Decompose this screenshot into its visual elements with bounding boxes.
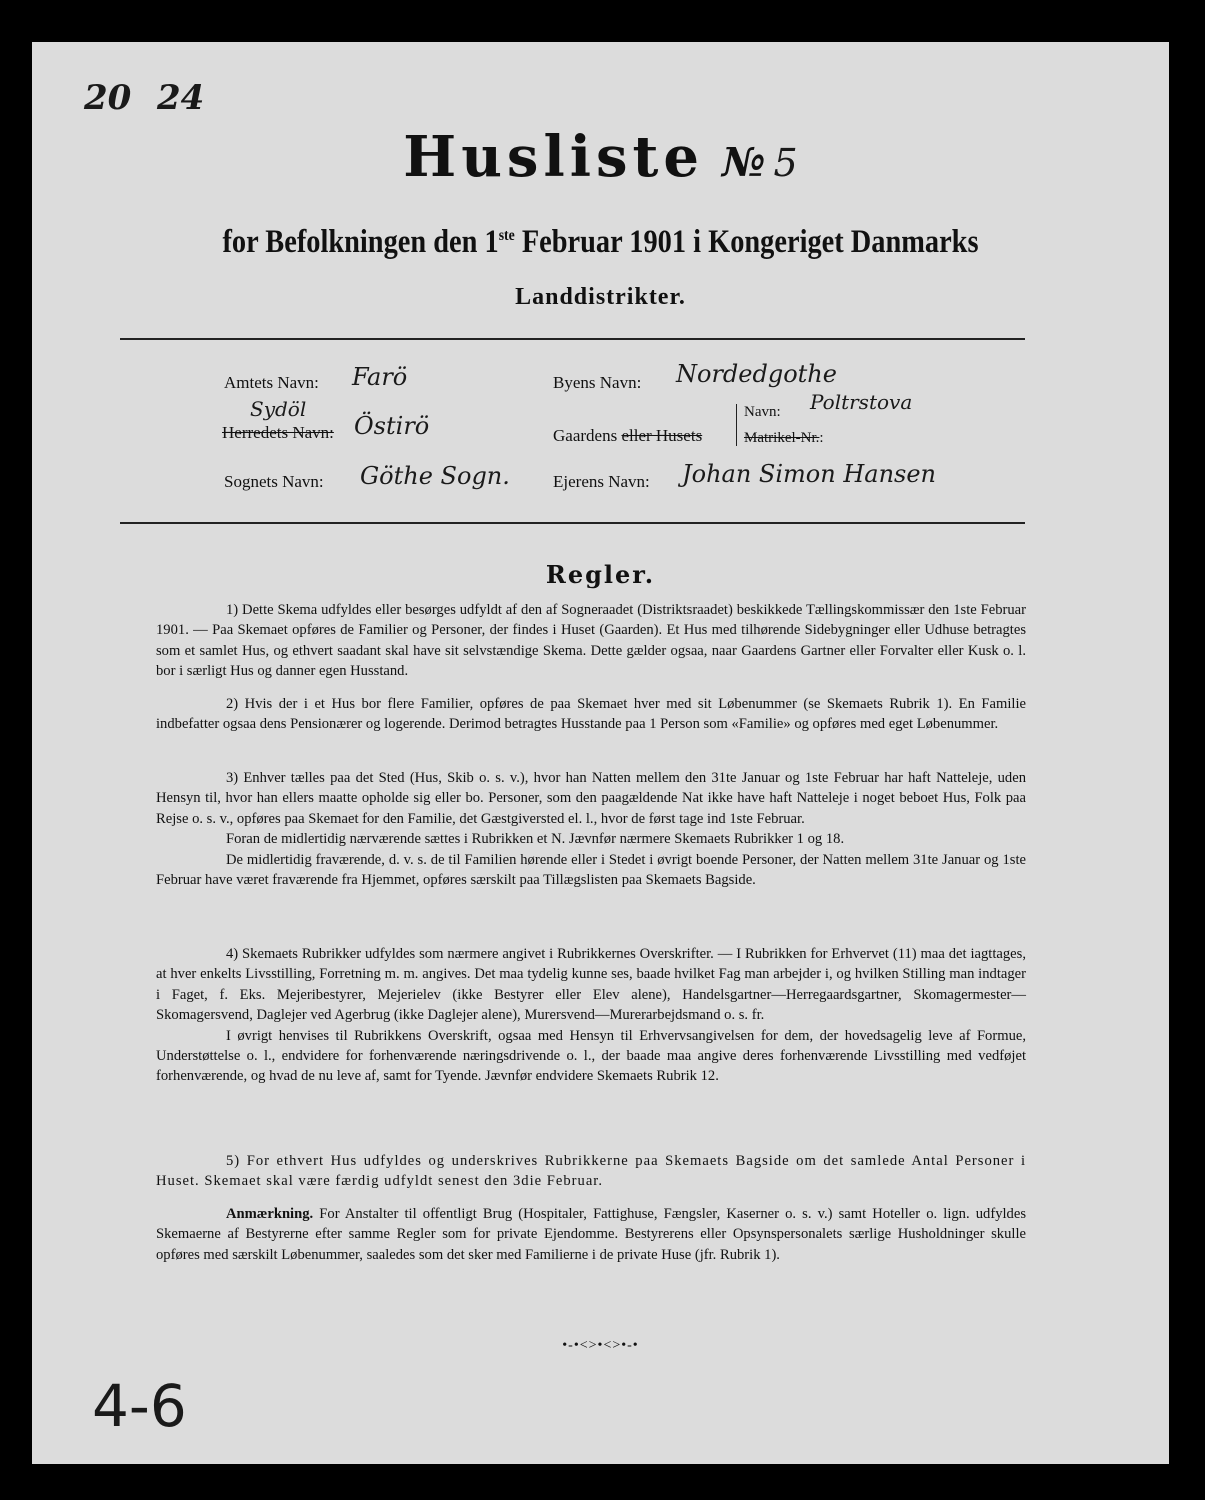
navn-label: Navn: — [744, 404, 781, 420]
rule-1-text: 1) Dette Skema udfyldes eller besørges udfyldt af den af Sogneraadet (Distriktsraadet) beskikkede Tællingskommissær den 1ste Februar 1901. — Paa Skemaet opføres de Familier og Personer, der findes i Huset (Gaarden). Et Hus med tilhørende Sidebygninger eller Udhuse betragtes som et samlet Hus, og ethvert saadant skal have sit selvstændige Skema. Dette gælder ogsaa, naar Gaardens Gartner eller Forvalter eller Kusk o. l. bor i særligt Hus og danner egen Husstand. — [156, 602, 1026, 680]
herred-label: Herredets Navn: — [222, 423, 334, 442]
rule-3 — [156, 768, 1026, 896]
matrikel-label-text: Matrikel-Nr. — [744, 430, 820, 446]
rule-4 — [156, 944, 1026, 1093]
rule-4b-text: I øvrigt henvises til Rubrikkens Overskrift, ogsaa med Hensyn til Erhvervsangivelsen for dem, der hovedsagelig leve af Formue, Understøttelse o. l., endvidere for forhenværende næringsdrivende o. l., der baade maa angive deres forhenværende Livsstilling med vedføjet forhenværende, og hvad de nu leve af, samt for Tyende. Jævnfør endvidere Skemaets Rubrik 12. — [156, 1027, 1026, 1085]
rule-2 — [156, 694, 1026, 741]
subtitle-sup: ste — [498, 227, 515, 244]
annotation-text — [156, 1204, 1026, 1265]
matrikel-label — [744, 430, 824, 447]
subtitle-pre: for Befolkningen den 1 — [222, 224, 499, 260]
pencil-mark: 4-6 — [92, 1372, 187, 1440]
corner-number-left: 20 — [84, 78, 132, 118]
gaard-label — [553, 426, 702, 446]
ejer-value: Johan Simon Hansen — [682, 460, 937, 488]
fields-divider — [120, 522, 1025, 524]
annotation-body: For Anstalter til offentligt Brug (Hospitaler, Fattighuse, Fængsler, Kaserner o. s. v.) samt Hoteller o. lign. udfyldes Skemaerne af Bestyrerne efter samme Regler som for private Ejendomme. Bestyrerens eller Opsynspersonalets særlige Husholdninger skulle opføres med særskilt Løbenummer, saaledes som det sker med Familierne i de private Huse (jfr. Rubrik 1). — [156, 1206, 1026, 1263]
district-heading: Landdistrikter. — [515, 284, 686, 310]
amt-value: Farö — [352, 363, 408, 391]
herred-handwritten: Sydöl — [250, 397, 307, 421]
rule-3c-text: De midlertidig fraværende, d. v. s. de til Familien hørende eller i Stedet i øvrigt boende Personer, der Natten mellem 31te Januar og 1ste Februar have været fraværende fra Hjemmet, opføres særskilt paa Tillægslisten paa Skemaets Bagside. — [156, 851, 1026, 889]
rules-title: Regler. — [545, 560, 656, 589]
number-sign: № — [722, 139, 766, 186]
rule-3b-text: Foran de midlertidig nærværende sættes i Rubrikken et N. Jævnfør nærmere Skemaets Rubrikker 1 og 18. — [226, 831, 845, 848]
rule-1 — [156, 600, 1026, 688]
gaard-bracket — [736, 404, 737, 446]
rule-5-text: 5) For ethvert Hus udfyldes og underskrives Rubrikkerne paa Skemaets Bagside om det samlede Antal Personer i Huset. Skemaet skal være færdig udfyldt senest den 3die Februar. — [156, 1153, 1026, 1190]
rule-5 — [156, 1151, 1026, 1198]
navn-value: Poltrstova — [810, 390, 913, 414]
rule-4a-text: 4) Skemaets Rubrikker udfyldes som nærmere angivet i Rubrikkernes Overskrifter. — I Rubrikken for Erhvervet (11) maa det iagttages, at hver enkelts Livsstilling, Forretning m. m. angives. Det maa tydelig kunne ses, baade hvilket Fag man arbejder i, og hvilken Stilling man indtager i Faget, f. Eks. Mejeribestyrer, Mejerielev (ikke Bestyrer eller Elev alene), Handelsgartner—Herregaardsgartner, Skomagermester—Skomagersvend, Daglejer ved Agerbrug (ikke Daglejer alene), Murersvend—Murerarbejdsmand o. s. fr. — [156, 946, 1026, 1024]
gaard-struck-text: eller Husets — [621, 426, 703, 445]
annotation — [156, 1204, 1026, 1271]
form-title — [32, 124, 1169, 190]
annotation-label: Anmærkning. — [226, 1206, 314, 1222]
census-form-page — [32, 42, 1169, 1464]
title-main: Husliste — [403, 124, 705, 190]
rule-2-text: 2) Hvis der i et Hus bor flere Familier, opføres de paa Skemaet hver med sit Løbenummer (se Skemaets Rubrik 1). En Familie indbefatter ogsaa dens Pensionærer og logerende. Derimod betragtes Husstande paa 1 Person som «Familie» og opføres med eget Løbenummer. — [156, 696, 1026, 733]
ornament: •-•<>•<>•-• — [562, 1338, 639, 1353]
subtitle-post: Februar 1901 i Kongeriget Danmarks — [514, 224, 979, 260]
ejer-label: Ejerens Navn: — [553, 472, 650, 491]
sogn-value: Göthe Sogn. — [360, 462, 510, 490]
rule-3a-text: 3) Enhver tælles paa det Sted (Hus, Skib o. s. v.), hvor han Natten mellem den 31te Januar og 1ste Februar har haft Natteleje, uden Hensyn til, hvor han ellers maatte opholde sig eller bo. Personer, som den paagældende Nat ikke have haft Natteleje i noget beboet Hus, Folk paa Rejse o. s. v., opføres paa Skemaet for den Familie, det Gæstgiversted el. l., hvor de først tage ind 1ste Februar. — [156, 770, 1026, 827]
corner-number-right: 24 — [157, 78, 205, 118]
sogn-label: Sognets Navn: — [224, 472, 324, 491]
amt-label: Amtets Navn: — [224, 373, 319, 392]
top-divider — [120, 338, 1025, 340]
herred-value: Östirö — [354, 412, 430, 440]
by-label: Byens Navn: — [553, 373, 642, 392]
matrikel-colon: : — [819, 430, 824, 446]
gaard-label-text: Gaardens — [553, 426, 618, 445]
form-subtitle — [112, 224, 1090, 261]
by-value: Nordedgothe — [676, 360, 837, 388]
house-number: 5 — [773, 141, 798, 185]
